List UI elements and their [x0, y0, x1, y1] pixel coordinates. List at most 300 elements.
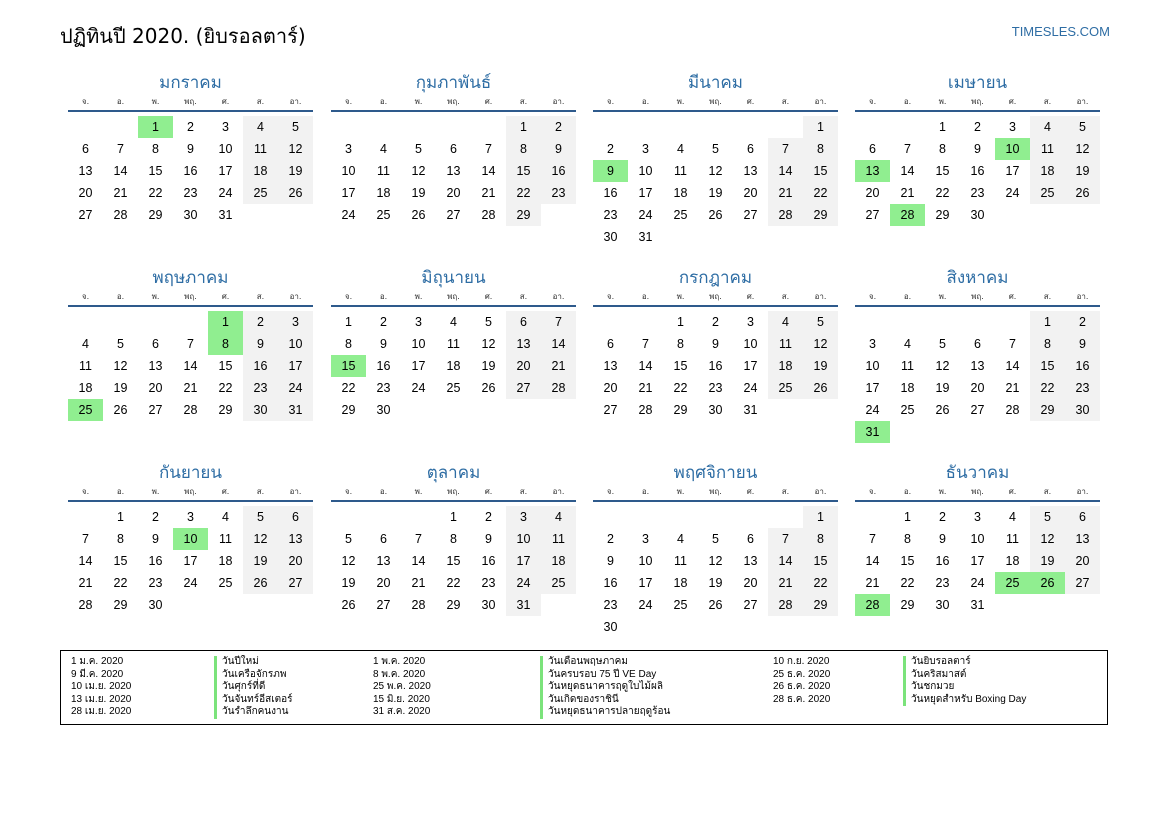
- weekday-label: ส.: [781, 487, 790, 496]
- day-cell: 15: [148, 164, 163, 178]
- weekday-label: ศ.: [1008, 97, 1017, 106]
- day-cell: 14: [1005, 359, 1020, 373]
- day-cell: 18: [376, 186, 391, 200]
- day-cell: 16: [935, 554, 950, 568]
- day-cell: 12: [708, 554, 723, 568]
- day-cell: 5: [117, 337, 124, 351]
- day-cell: 16: [603, 186, 618, 200]
- day-cell: 12: [708, 164, 723, 178]
- day-cell: 21: [768, 182, 803, 204]
- holiday-legend: [60, 650, 1108, 725]
- empty-cell: [733, 506, 768, 528]
- day-cell: 5: [1065, 116, 1100, 138]
- day-cell: 31: [278, 399, 313, 421]
- empty-cell: [960, 311, 995, 333]
- weekday-label: พ.: [676, 97, 685, 106]
- weekday-label: พฤ.: [709, 487, 722, 496]
- weekday-label: จ.: [606, 487, 615, 496]
- weekday-header: [593, 486, 838, 502]
- day-cell: 2: [380, 315, 387, 329]
- weekday-label: จ.: [344, 487, 353, 496]
- day-cell: 10: [970, 532, 985, 546]
- day-cell: 10: [278, 333, 313, 355]
- day-cell: 20: [865, 186, 880, 200]
- weekday-label: พฤ.: [709, 292, 722, 301]
- day-cell: 16: [183, 164, 198, 178]
- day-cell: 3: [747, 315, 754, 329]
- day-cell: 21: [411, 576, 426, 590]
- day-cell: 24: [341, 208, 356, 222]
- weekday-label: ศ.: [221, 487, 230, 496]
- legend-date: 26 ธ.ค. 2020: [773, 681, 831, 693]
- day-cell: 22: [341, 381, 356, 395]
- day-cell: 30: [376, 403, 391, 417]
- weekday-label: ส.: [781, 292, 790, 301]
- month-title: กรกฎาคม: [678, 268, 753, 288]
- day-cell: 30: [935, 598, 950, 612]
- day-cell: 13: [78, 164, 93, 178]
- holiday-day-cell: 25: [995, 572, 1030, 594]
- day-cell: 25: [218, 576, 233, 590]
- weekday-label: อา.: [552, 487, 565, 496]
- empty-cell: [103, 311, 138, 333]
- day-cell: 6: [278, 506, 313, 528]
- legend-holiday-name: วันหยุดธนาคารปลายฤดูร้อน: [540, 706, 670, 719]
- day-cell: 31: [743, 403, 758, 417]
- weekday-label: ส.: [519, 487, 528, 496]
- day-cell: 19: [935, 381, 950, 395]
- weekday-label: อ.: [379, 292, 388, 301]
- weekday-label: อ.: [903, 97, 912, 106]
- weekday-label: ศ.: [746, 292, 755, 301]
- day-cell: 15: [803, 160, 838, 182]
- empty-cell: [698, 506, 733, 528]
- empty-cell: [103, 116, 138, 138]
- day-cell: 24: [278, 377, 313, 399]
- day-cell: 19: [1065, 160, 1100, 182]
- day-cell: 3: [278, 311, 313, 333]
- weekday-label: อา.: [814, 487, 827, 496]
- day-cell: 23: [541, 182, 576, 204]
- day-cell: 3: [869, 337, 876, 351]
- weekday-label: อ.: [641, 292, 650, 301]
- weekday-header: [855, 96, 1100, 112]
- day-cell: 1: [345, 315, 352, 329]
- day-cell: 14: [768, 550, 803, 572]
- day-cell: 13: [1065, 528, 1100, 550]
- day-cell: 25: [673, 598, 688, 612]
- holiday-day-cell: 25: [68, 399, 103, 421]
- day-cell: 23: [1065, 377, 1100, 399]
- page-title: ปฏิทินปี 2020. (ยิบรอลตาร์): [60, 24, 306, 48]
- legend-col-2-names: [540, 656, 670, 719]
- weekday-label: อา.: [289, 487, 302, 496]
- day-cell: 5: [712, 532, 719, 546]
- day-cell: 29: [1030, 399, 1065, 421]
- month-title: สิงหาคม: [946, 268, 1009, 288]
- empty-cell: [925, 311, 960, 333]
- day-cell: 17: [411, 359, 426, 373]
- day-cell: 26: [341, 598, 356, 612]
- day-cell: 13: [148, 359, 163, 373]
- day-cell: 12: [481, 337, 496, 351]
- day-cell: 22: [803, 182, 838, 204]
- day-cell: 23: [243, 377, 278, 399]
- day-cell: 27: [148, 403, 163, 417]
- day-cell: 29: [148, 208, 163, 222]
- weekday-label: พ.: [151, 487, 160, 496]
- weekday-label: ศ.: [484, 487, 493, 496]
- day-cell: 7: [768, 138, 803, 160]
- day-cell: 15: [113, 554, 128, 568]
- weekday-label: อา.: [814, 97, 827, 106]
- day-cell: 2: [152, 510, 159, 524]
- day-cell: 16: [148, 554, 163, 568]
- weekday-label: พฤ.: [184, 97, 197, 106]
- day-cell: 13: [743, 554, 758, 568]
- weekday-label: อา.: [1076, 292, 1089, 301]
- day-cell: 5: [1030, 506, 1065, 528]
- empty-cell: [138, 311, 173, 333]
- day-cell: 15: [446, 554, 461, 568]
- day-cell: 22: [1030, 377, 1065, 399]
- day-cell: 29: [446, 598, 461, 612]
- weekday-label: ส.: [256, 292, 265, 301]
- day-cell: 17: [341, 186, 356, 200]
- weekday-label: จ.: [344, 292, 353, 301]
- day-cell: 18: [1005, 554, 1020, 568]
- day-cell: 28: [113, 208, 128, 222]
- day-cell: 7: [541, 311, 576, 333]
- day-cell: 21: [1005, 381, 1020, 395]
- day-cell: 5: [243, 506, 278, 528]
- weekday-label: พ.: [414, 292, 423, 301]
- empty-cell: [436, 116, 471, 138]
- day-cell: 22: [148, 186, 163, 200]
- day-cell: 27: [743, 598, 758, 612]
- month-block: [593, 267, 838, 421]
- day-cell: 19: [708, 576, 723, 590]
- day-cell: 18: [243, 160, 278, 182]
- day-cell: 11: [901, 359, 914, 373]
- day-cell: 27: [78, 208, 93, 222]
- day-cell: 28: [541, 377, 576, 399]
- day-cell: 13: [743, 164, 758, 178]
- weekday-label: จ.: [868, 97, 877, 106]
- day-cell: 10: [218, 142, 233, 156]
- day-cell: 2: [243, 311, 278, 333]
- day-cell: 2: [712, 315, 719, 329]
- day-cell: 12: [1030, 528, 1065, 550]
- day-cell: 24: [638, 208, 653, 222]
- day-cell: 15: [803, 550, 838, 572]
- day-cell: 1: [677, 315, 684, 329]
- empty-cell: [663, 116, 698, 138]
- day-cell: 17: [183, 554, 198, 568]
- day-cell: 23: [183, 186, 198, 200]
- day-cell: 4: [677, 532, 684, 546]
- weekday-label: อ.: [641, 97, 650, 106]
- day-cell: 17: [218, 164, 233, 178]
- day-cell: 18: [78, 381, 93, 395]
- day-cell: 26: [708, 598, 723, 612]
- empty-cell: [68, 116, 103, 138]
- day-cell: 14: [113, 164, 128, 178]
- day-cell: 2: [974, 120, 981, 134]
- day-cell: 20: [1065, 550, 1100, 572]
- day-grid: [331, 506, 576, 616]
- day-cell: 20: [743, 186, 758, 200]
- day-cell: 12: [113, 359, 128, 373]
- day-cell: 20: [278, 550, 313, 572]
- day-cell: 14: [900, 164, 915, 178]
- day-cell: 6: [1065, 506, 1100, 528]
- weekday-label: พ.: [414, 487, 423, 496]
- day-grid: [68, 506, 313, 616]
- legend-date: 1 พ.ค. 2020: [373, 656, 426, 667]
- weekday-label: ศ.: [1008, 292, 1017, 301]
- day-cell: 8: [803, 528, 838, 550]
- day-cell: 19: [341, 576, 356, 590]
- weekday-header: [331, 291, 576, 307]
- holiday-day-cell: 9: [593, 160, 628, 182]
- day-cell: 1: [1030, 311, 1065, 333]
- day-cell: 8: [904, 532, 911, 546]
- day-cell: 17: [865, 381, 880, 395]
- day-cell: 6: [747, 142, 754, 156]
- day-grid: [593, 506, 838, 638]
- legend-date: 28 ธ.ค. 2020: [773, 693, 831, 705]
- day-cell: 10: [638, 164, 653, 178]
- day-cell: 22: [803, 572, 838, 594]
- day-cell: 18: [1030, 160, 1065, 182]
- legend-date: 1 ม.ค. 2020: [71, 656, 124, 667]
- day-cell: 2: [607, 142, 614, 156]
- day-grid: [855, 116, 1100, 226]
- day-cell: 3: [1009, 120, 1016, 134]
- day-cell: 28: [411, 598, 426, 612]
- day-grid: [855, 506, 1100, 616]
- day-cell: 31: [638, 230, 653, 244]
- weekday-label: พ.: [151, 97, 160, 106]
- month-title: ตุลาคม: [426, 463, 481, 483]
- day-cell: 5: [278, 116, 313, 138]
- weekday-label: ศ.: [1008, 487, 1017, 496]
- day-cell: 13: [506, 333, 541, 355]
- weekday-label: จ.: [606, 292, 615, 301]
- day-cell: 15: [935, 164, 950, 178]
- weekday-label: จ.: [81, 292, 90, 301]
- weekday-label: อา.: [289, 97, 302, 106]
- weekday-label: พ.: [676, 292, 685, 301]
- day-cell: 26: [243, 572, 278, 594]
- day-cell: 25: [446, 381, 461, 395]
- day-cell: 26: [278, 182, 313, 204]
- day-cell: 20: [506, 355, 541, 377]
- legend-holiday-name: วันศุกร์ที่ดี: [214, 681, 293, 694]
- day-cell: 3: [642, 142, 649, 156]
- day-cell: 11: [447, 337, 460, 351]
- weekday-label: พฤ.: [971, 292, 984, 301]
- weekday-header: [68, 486, 313, 502]
- weekday-label: อ.: [116, 487, 125, 496]
- day-cell: 19: [411, 186, 426, 200]
- day-cell: 7: [187, 337, 194, 351]
- day-cell: 15: [673, 359, 688, 373]
- day-cell: 9: [607, 554, 614, 568]
- holiday-day-cell: 28: [855, 594, 890, 616]
- legend-date: 13 เม.ย. 2020: [71, 693, 132, 705]
- day-cell: 23: [376, 381, 391, 395]
- day-cell: 17: [743, 359, 758, 373]
- empty-cell: [855, 506, 890, 528]
- day-cell: 12: [243, 528, 278, 550]
- day-cell: 31: [506, 594, 541, 616]
- day-cell: 19: [243, 550, 278, 572]
- empty-cell: [68, 311, 103, 333]
- weekday-label: ศ.: [484, 97, 493, 106]
- day-cell: 10: [411, 337, 426, 351]
- weekday-label: ศ.: [484, 292, 493, 301]
- weekday-label: อา.: [289, 292, 302, 301]
- weekday-label: อ.: [379, 487, 388, 496]
- day-cell: 28: [768, 204, 803, 226]
- day-cell: 1: [904, 510, 911, 524]
- day-cell: 8: [152, 142, 159, 156]
- weekday-label: จ.: [81, 97, 90, 106]
- legend-date: 15 มิ.ย. 2020: [373, 693, 430, 705]
- day-cell: 7: [485, 142, 492, 156]
- day-cell: 5: [803, 311, 838, 333]
- day-cell: 10: [865, 359, 880, 373]
- weekday-label: พฤ.: [971, 97, 984, 106]
- month-title: กุมภาพันธ์: [415, 73, 492, 93]
- day-cell: 6: [974, 337, 981, 351]
- day-cell: 1: [803, 116, 838, 138]
- day-cell: 4: [677, 142, 684, 156]
- weekday-label: อ.: [903, 487, 912, 496]
- day-cell: 10: [341, 164, 356, 178]
- weekday-label: พ.: [938, 487, 947, 496]
- day-cell: 12: [278, 138, 313, 160]
- day-cell: 12: [411, 164, 426, 178]
- weekday-label: จ.: [344, 97, 353, 106]
- day-cell: 23: [603, 208, 618, 222]
- holiday-day-cell: 10: [173, 528, 208, 550]
- legend-date: 8 พ.ค. 2020: [373, 668, 426, 680]
- weekday-label: พฤ.: [184, 292, 197, 301]
- empty-cell: [471, 116, 506, 138]
- weekday-header: [855, 486, 1100, 502]
- day-cell: 30: [183, 208, 198, 222]
- day-cell: 21: [638, 381, 653, 395]
- month-block: [855, 462, 1100, 616]
- legend-holiday-name: วันหยุดสำหรับ Boxing Day: [903, 694, 1026, 707]
- month-block: [331, 72, 576, 226]
- empty-cell: [68, 506, 103, 528]
- weekday-label: อา.: [552, 292, 565, 301]
- legend-holiday-name: วันปีใหม่: [214, 656, 293, 669]
- day-cell: 20: [376, 576, 391, 590]
- day-cell: 27: [970, 403, 985, 417]
- day-cell: 2: [607, 532, 614, 546]
- day-cell: 30: [708, 403, 723, 417]
- empty-cell: [593, 116, 628, 138]
- day-cell: 13: [603, 359, 618, 373]
- day-cell: 10: [638, 554, 653, 568]
- day-cell: 28: [768, 594, 803, 616]
- day-cell: 30: [603, 230, 618, 244]
- day-cell: 3: [974, 510, 981, 524]
- month-block: [331, 267, 576, 421]
- day-cell: 13: [278, 528, 313, 550]
- day-cell: 23: [481, 576, 496, 590]
- day-cell: 28: [481, 208, 496, 222]
- day-cell: 19: [803, 355, 838, 377]
- day-cell: 1: [506, 116, 541, 138]
- day-cell: 5: [485, 315, 492, 329]
- day-cell: 7: [904, 142, 911, 156]
- day-cell: 20: [148, 381, 163, 395]
- day-cell: 13: [376, 554, 391, 568]
- day-cell: 31: [970, 598, 985, 612]
- day-cell: 29: [341, 403, 356, 417]
- day-cell: 26: [708, 208, 723, 222]
- month-title: กันยายน: [158, 463, 222, 483]
- month-title: พฤศจิกายน: [673, 463, 758, 483]
- day-cell: 11: [768, 333, 803, 355]
- holiday-day-cell: 10: [995, 138, 1030, 160]
- weekday-label: ส.: [519, 97, 528, 106]
- day-cell: 16: [541, 160, 576, 182]
- day-cell: 4: [1030, 116, 1065, 138]
- legend-holiday-name: วันชกมวย: [903, 681, 1026, 694]
- weekday-label: ศ.: [746, 97, 755, 106]
- month-title: มกราคม: [159, 73, 222, 93]
- weekday-label: อา.: [1076, 487, 1089, 496]
- day-cell: 13: [970, 359, 985, 373]
- day-cell: 12: [935, 359, 950, 373]
- day-cell: 4: [541, 506, 576, 528]
- weekday-header: [68, 291, 313, 307]
- day-cell: 8: [1030, 333, 1065, 355]
- brand-link[interactable]: TIMESLES.COM: [1011, 24, 1110, 39]
- weekday-label: อ.: [903, 292, 912, 301]
- month-title: พฤษภาคม: [152, 268, 229, 288]
- day-cell: 18: [673, 576, 688, 590]
- month-title: มีนาคม: [688, 73, 743, 93]
- day-cell: 23: [708, 381, 723, 395]
- day-cell: 16: [970, 164, 985, 178]
- day-cell: 1: [450, 510, 457, 524]
- day-cell: 22: [506, 182, 541, 204]
- day-cell: 24: [970, 576, 985, 590]
- day-cell: 6: [380, 532, 387, 546]
- day-cell: 4: [768, 311, 803, 333]
- day-cell: 24: [411, 381, 426, 395]
- day-cell: 19: [481, 359, 496, 373]
- day-cell: 22: [673, 381, 688, 395]
- empty-cell: [401, 506, 436, 528]
- weekday-label: ศ.: [221, 97, 230, 106]
- day-cell: 18: [446, 359, 461, 373]
- day-cell: 17: [638, 576, 653, 590]
- weekday-label: พฤ.: [447, 487, 460, 496]
- weekday-label: พ.: [938, 97, 947, 106]
- day-cell: 14: [541, 333, 576, 355]
- weekday-label: ส.: [519, 292, 528, 301]
- empty-cell: [855, 311, 890, 333]
